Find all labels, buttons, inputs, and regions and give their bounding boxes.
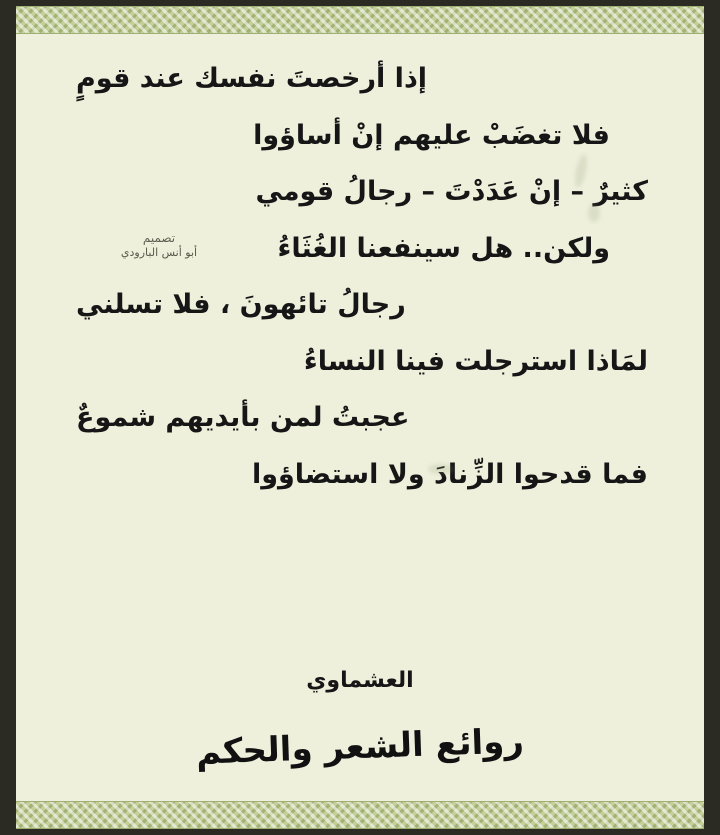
poem-line: عجبتُ لمن بأيديهم شموعٌ bbox=[76, 402, 410, 434]
decorative-band-top bbox=[16, 6, 704, 34]
background-smudge bbox=[588, 204, 600, 222]
poet-attribution: العشماوي bbox=[306, 668, 414, 693]
designer-credit-label: تصميم bbox=[142, 231, 176, 245]
page-signature: روائع الشعر والحكم bbox=[195, 721, 525, 773]
poem-line: لمَاذا استرجلت فينا النساءُ bbox=[303, 345, 648, 377]
poem-line: إذا أرخصتَ نفسك عند قومٍ bbox=[76, 63, 428, 94]
frame-right-border bbox=[704, 0, 720, 835]
background-smudge bbox=[428, 464, 454, 474]
poem-line: فما قدحوا الزِّنادَ ولا استضاؤوا bbox=[251, 458, 648, 490]
frame-left-border bbox=[0, 0, 16, 835]
poem-canvas bbox=[16, 34, 704, 801]
poem-body bbox=[50, 62, 670, 492]
poem-line: رجالُ تائهونَ ، فلا تسلني bbox=[76, 289, 406, 321]
decorative-band-bottom bbox=[16, 801, 704, 829]
poem-line: فلا تغضَبْ عليهم إنْ أساؤوا bbox=[253, 119, 610, 151]
poem-line: كثيرٌ – إنْ عَدَدْتَ – رجالُ قومي bbox=[255, 176, 648, 208]
designer-credit-name: أبو أنس البارودي bbox=[120, 246, 198, 259]
poem-line: ولكن.. هل سينفعنا الغُثَاءُ bbox=[277, 232, 610, 264]
